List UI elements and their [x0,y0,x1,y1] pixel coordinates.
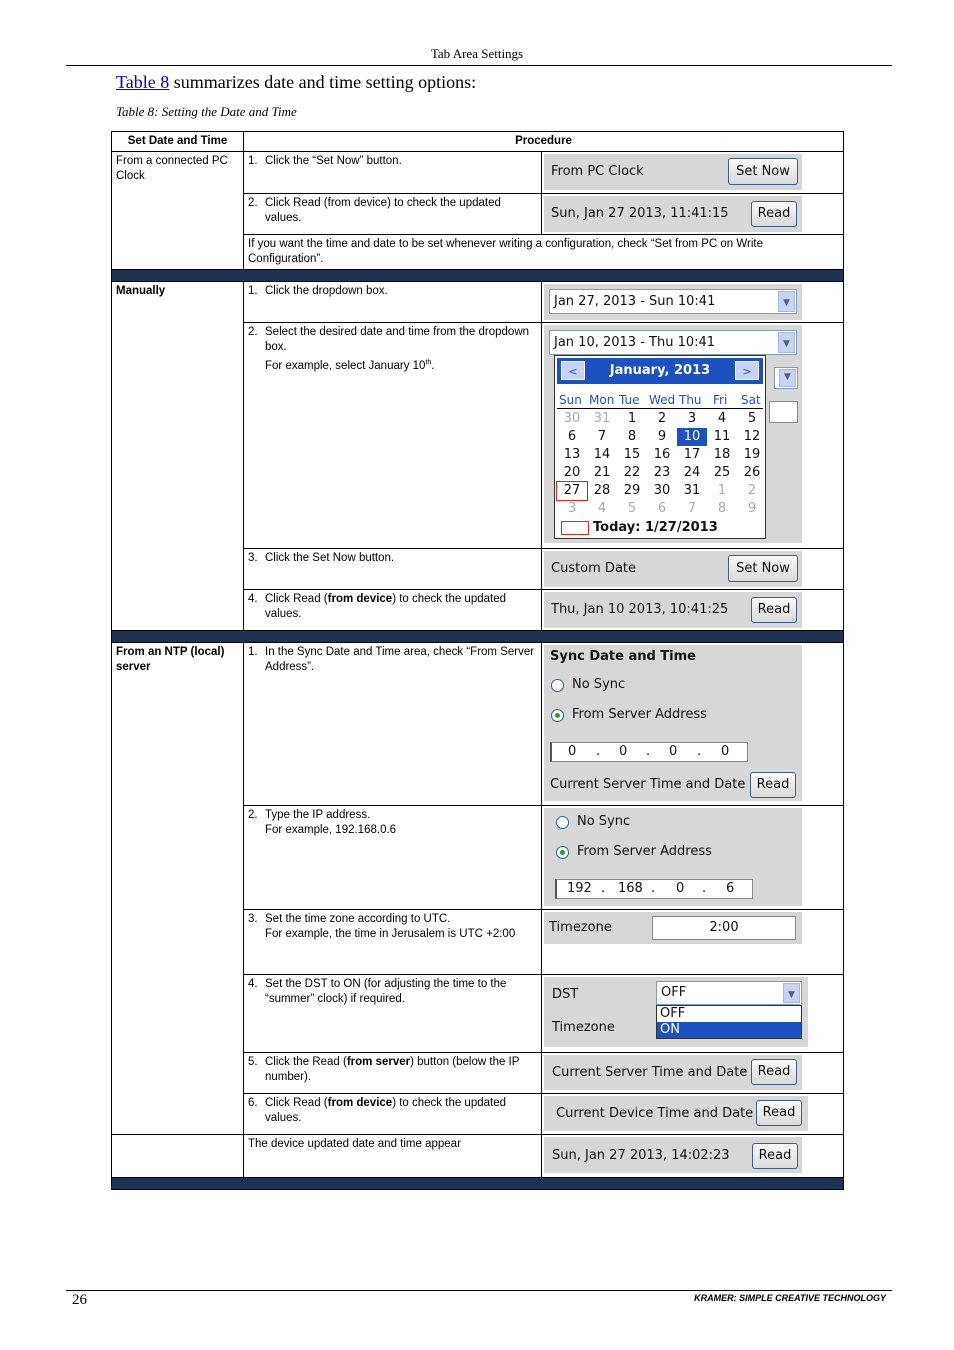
calendar-day[interactable]: 12 [743,429,761,444]
ip-dot: . [646,744,651,759]
ntp-step-1: 1. In the Sync Date and Time area, check “From Server Address”. [244,643,542,806]
ip-panel [544,808,802,906]
pc-note: If you want the time and date to be set whenever writing a configuration, check “Set from PC on Write Configuration”. [244,235,844,270]
calendar-day[interactable]: 21 [593,465,611,480]
no-sync-label: No Sync [577,814,631,829]
calendar-month: January, 2013 [609,363,711,378]
calendar-day[interactable]: 20 [563,465,581,480]
intro-rest: summarizes date and time setting options: [169,72,477,92]
current-server-label: Current Server Time and Date [550,777,746,792]
calendar-day[interactable]: 7 [687,501,697,516]
calendar-day[interactable]: 17 [683,447,701,462]
pc-step-2: 2. Click Read (from device) to check the updated values. [244,194,542,235]
final-label-cell [112,1135,244,1178]
calendar-day[interactable]: 16 [653,447,671,462]
ip-octet-3: 0 [669,744,678,759]
ip-octet-1: 0 [568,744,577,759]
calendar-day[interactable]: 9 [657,429,667,444]
intro-text [116,72,476,93]
timezone-input[interactable]: 2:00 [652,916,796,940]
weekday-label: Wed [649,393,676,407]
col-header-set: Set Date and Time [112,132,244,152]
calendar-day[interactable]: 8 [627,429,637,444]
weekday-label: Tue [619,393,640,407]
set-now-button[interactable]: Set Now [728,555,798,582]
calendar-day[interactable]: 10 [677,428,707,446]
ntp-step-6: 6. Click Read (from device) to check the updated values. [244,1094,542,1135]
weekday-label: Mon [589,393,615,407]
manual-step-4: 4. Click Read (from device) to check the updated values. [244,590,542,631]
calendar-day[interactable]: 19 [743,447,761,462]
ntp-step-5: 5. Click the Read (from server) button (below the IP number). [244,1053,542,1094]
read-button[interactable]: Read [751,1059,797,1085]
chevron-down-icon[interactable]: ▼ [778,332,795,353]
timezone-panel [544,912,802,944]
dst-dropdown-value: OFF [661,985,687,1000]
manual-read-value: Thu, Jan 10 2013, 10:41:25 [551,602,729,617]
section-separator [112,1178,844,1190]
weekday-label: Sat [741,393,761,407]
calendar-day[interactable]: 4 [717,411,727,426]
pc-clock-panel [544,154,802,190]
calendar-day[interactable]: 25 [713,465,731,480]
dst-panel [544,977,808,1047]
calendar-day[interactable]: 7 [597,429,607,444]
calendar-day[interactable]: 23 [653,465,671,480]
final-note: The device updated date and time appear [244,1135,542,1178]
read-button[interactable]: Read [751,597,797,623]
pc-shot-1 [542,152,844,194]
sync-title: Sync Date and Time [550,649,696,664]
page-header: Tab Area Settings [430,46,524,61]
chevron-down-icon[interactable]: ▼ [778,291,795,312]
manual-step-2: 2. Select the desired date and time from the dropdown box. For example, select January 10th. [244,323,542,549]
date-dropdown-open-value: Jan 10, 2013 - Thu 10:41 [554,335,716,350]
calendar-day[interactable]: 5 [627,501,637,516]
set-now-button[interactable]: Set Now [728,158,798,185]
from-server-radio[interactable] [551,709,564,722]
no-sync-radio[interactable] [551,679,564,692]
hidden-dropdown[interactable] [774,367,798,389]
calendar-day[interactable]: 30 [653,483,671,498]
ip-dot: . [651,881,656,896]
weekday-label: Sun [559,393,582,407]
from-server-label: From Server Address [572,707,707,722]
custom-date-label: Custom Date [551,561,637,576]
calendar-day[interactable]: 9 [747,501,757,516]
ip-address-field[interactable] [555,879,753,899]
read-button[interactable]: Read [750,772,796,798]
pc-clock-label: From PC Clock [551,164,644,179]
footer-brand: KRAMER: SIMPLE CREATIVE TECHNOLOGY [694,1293,886,1303]
calendar-day[interactable]: 3 [567,501,577,516]
calendar-day[interactable]: 5 [747,411,757,426]
calendar-day[interactable]: 31 [683,483,701,498]
calendar-day[interactable]: 14 [593,447,611,462]
row-label-manual: Manually [112,282,244,631]
ip-octet-2: 0 [619,744,628,759]
ip-octet-2: 168 [618,881,643,896]
from-server-label: From Server Address [577,844,712,859]
header-rule [66,65,892,66]
weekday-label: Fri [713,393,728,407]
device-read-panel [544,1096,808,1131]
calendar-day[interactable]: 26 [743,465,761,480]
today-label: Today: 1/27/2013 [593,520,718,535]
prev-month-button[interactable]: < [561,361,585,380]
calendar-day[interactable]: 22 [623,465,641,480]
calendar-day[interactable]: 30 [563,411,581,426]
date-combo-panel [544,284,802,320]
calendar-day[interactable]: 18 [713,447,731,462]
ntp-step-2: 2. Type the IP address. For example, 192.168.0.6 [244,806,542,910]
calendar-panel [544,325,802,543]
today-link[interactable] [561,520,718,535]
col-header-procedure: Procedure [244,132,844,152]
pc-read-panel [544,196,802,232]
read-button[interactable]: Read [756,1100,802,1126]
ntp-step-4: 4. Set the DST to ON (for adjusting the time to the “summer” clock) if required. [244,975,542,1053]
calendar-popup [554,355,766,539]
final-read-panel [544,1137,802,1173]
final-read-value: Sun, Jan 27 2013, 14:02:23 [552,1148,730,1163]
ip-octet-4: 0 [721,744,730,759]
final-shot [542,1135,844,1178]
manual-shot-3 [542,549,844,590]
date-dropdown-open[interactable] [549,330,797,355]
ntp-shot-3 [542,910,844,975]
chevron-down-icon[interactable]: ▼ [783,983,800,1003]
ip-dot: . [596,744,601,759]
ip-octet-3: 0 [676,881,685,896]
calendar-day[interactable]: 6 [657,501,667,516]
current-server-label: Current Server Time and Date [552,1065,748,1080]
manual-read-panel [544,592,802,628]
ntp-shot-2 [542,806,844,910]
footer-rule [66,1290,892,1291]
ip-dot: . [702,881,707,896]
calendar-day[interactable]: 28 [593,483,611,498]
chevron-down-icon[interactable]: ▼ [779,369,796,387]
dst-option-on[interactable]: ON [657,1022,801,1038]
row-label-pc: From a connected PC Clock [112,152,244,270]
calendar-day[interactable]: 13 [563,447,581,462]
page-number: 26 [72,1292,87,1308]
calendar-day[interactable]: 4 [597,501,607,516]
table-caption: Table 8: Setting the Date and Time [116,104,297,119]
calendar-day[interactable]: 8 [717,501,727,516]
row-label-ntp: From an NTP (local) server [112,643,244,1135]
sync-panel [544,645,802,801]
calendar-day[interactable]: 27 [557,482,587,500]
hidden-field[interactable] [769,401,798,423]
ntp-shot-4 [542,975,844,1053]
no-sync-radio[interactable] [556,816,569,829]
server-read-panel [544,1055,802,1090]
pc-step-1: 1. Click the “Set Now” button. [244,152,542,194]
section-separator [112,270,844,282]
no-sync-label: No Sync [572,677,626,692]
ip-dot: . [697,744,702,759]
dst-option-off[interactable]: OFF [660,1006,686,1021]
calendar-day[interactable]: 1 [627,411,637,426]
dst-label: DST [552,987,579,1002]
ntp-shot-1 [542,643,844,806]
ip-octet-1: 192 [567,881,592,896]
manual-shot-2 [542,323,844,549]
custom-date-panel [544,551,802,587]
table-link[interactable]: Table 8 [116,72,170,92]
section-separator [112,631,844,643]
ntp-shot-5 [542,1053,844,1094]
calendar-day[interactable]: 11 [713,429,731,444]
date-time-table [111,131,844,1190]
read-button[interactable]: Read [752,1143,798,1169]
ip-address-field[interactable] [550,742,748,762]
manual-step-3: 3. Click the Set Now button. [244,549,542,590]
calendar-day[interactable]: 15 [623,447,641,462]
timezone-label: Timezone [552,1020,615,1035]
calendar-day[interactable]: 1 [717,483,727,498]
calendar-day[interactable]: 31 [593,411,611,426]
dst-options-list [656,1005,802,1039]
ntp-shot-6 [542,1094,844,1135]
from-server-radio[interactable] [556,846,569,859]
timezone-label: Timezone [549,920,612,935]
calendar-day[interactable]: 3 [687,411,697,426]
ntp-step-3: 3. Set the time zone according to UTC. For example, the time in Jerusalem is UTC +2:00 [244,910,542,975]
current-device-label: Current Device Time and Date [556,1106,754,1121]
ip-octet-4: 6 [726,881,735,896]
manual-shot-4 [542,590,844,631]
ip-dot: . [601,881,606,896]
read-button[interactable]: Read [751,201,797,227]
dst-dropdown[interactable] [656,981,802,1005]
date-dropdown-value: Jan 27, 2013 - Sun 10:41 [554,294,716,309]
manual-shot-1 [542,282,844,323]
manual-step-1: 1. Click the dropdown box. [244,282,542,323]
calendar-day[interactable]: 6 [567,429,577,444]
next-month-button[interactable]: > [735,361,759,380]
calendar-header [557,358,763,384]
weekday-label: Thu [679,393,702,407]
calendar-day[interactable]: 2 [657,411,667,426]
calendar-day[interactable]: 24 [683,465,701,480]
weekday-row [557,393,763,409]
pc-read-value: Sun, Jan 27 2013, 11:41:15 [551,206,729,221]
calendar-day[interactable]: 2 [747,483,757,498]
pc-shot-2 [542,194,844,235]
calendar-day[interactable]: 29 [623,483,641,498]
date-dropdown[interactable] [549,289,797,314]
